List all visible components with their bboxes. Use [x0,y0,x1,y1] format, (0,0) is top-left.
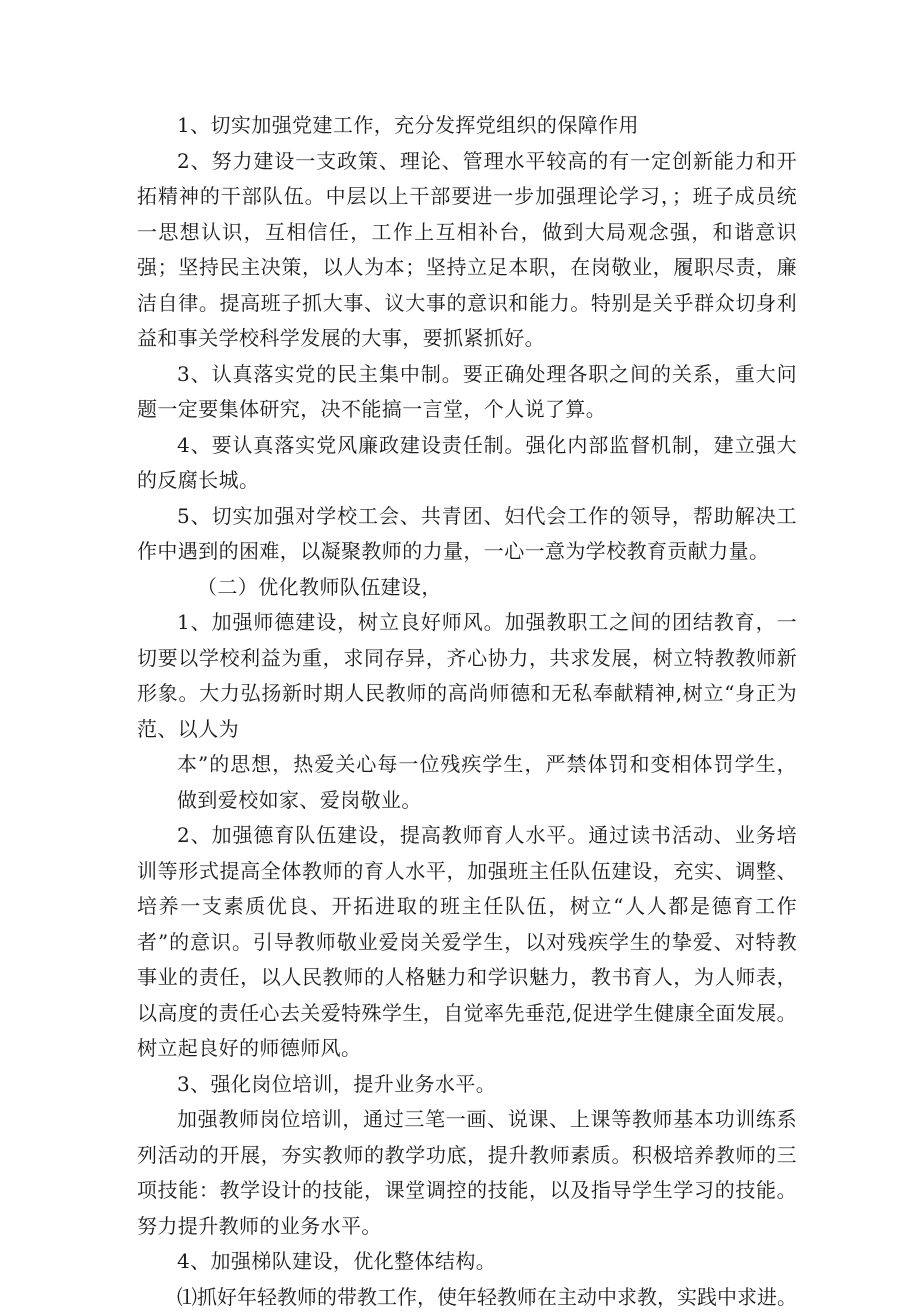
paragraph-post-training-heading: 3、强化岗位培训，提升业务水平。 [137,1067,797,1103]
paragraph-teacher-ethics-continued: 本”的思想，热爱关心每一位残疾学生，严禁体罚和变相体罚学生，做到爱校如家、爱岗敬业。 [137,747,797,818]
paragraph-integrity-responsibility: 4、要认真落实党风廉政建设责任制。强化内部监督机制，建立强大的反腐长城。 [137,428,797,499]
paragraph-teacher-ethics: 1、加强师德建设，树立良好师风。加强教职工之间的团结教育，一切要以学校利益为重，求同存异，齐心协力，共求发展，树立特教教师新形象。大力弘扬新时期人民教师的高尚师德和无私奉献精神,树立“身正为范、以人为 [137,605,797,747]
paragraph-cadre-team: 2、努力建设一支政策、理论、管理水平较高的有一定创新能力和开拓精神的干部队伍。中层以上干部要进一步加强理论学习，；班子成员统一思想认识，互相信任，工作上互相补台，做到大局观念强，和谐意识强；坚持民主决策，以人为本；坚持立足本职，在岗敬业，履职尽责，廉洁自律。提高班子抓大事、议大事的意识和能力。特别是关乎群众切身利益和事关学校科学发展的大事，要抓紧抓好。 [137,144,797,357]
paragraph-union-leadership: 5、切实加强对学校工会、共青团、妇代会工作的领导，帮助解决工作中遇到的困难，以凝聚教师的力量，一心一意为学校教育贡献力量。 [137,499,797,570]
section-heading-teacher-team: （二）优化教师队伍建设， [137,570,797,606]
paragraph-party-building: 1、切实加强党建工作，充分发挥党组织的保障作用 [137,108,797,144]
paragraph-moral-education-team: 2、加强德育队伍建设，提高教师育人水平。通过读书活动、业务培训等形式提高全体教师的育人水平，加强班主任队伍建设，充实、调整、培养一支素质优良、开拓进取的班主任队伍，树立“人人都是德育工作者”的意识。引导教师敬业爱岗关爱学生，以对残疾学生的挚爱、对特教事业的责任，以人民教师的人格魅力和学识魅力，教书育人，为人师表，以高度的责任心去关爱特殊学生，自觉率先垂范,促进学生健康全面发展。树立起良好的师德师风。 [137,818,797,1067]
document-body [137,108,797,1315]
paragraph-post-training: 加强教师岗位培训，通过三笔一画、说课、上课等教师基本功训练系列活动的开展，夯实教师的教学功底，提升教师素质。积极培养教师的三项技能：教学设计的技能，课堂调控的技能，以及指导学生学习的技能。努力提升教师的业务水平。 [137,1102,797,1244]
paragraph-young-teachers: ⑴抓好年轻教师的带教工作，使年轻教师在主动中求教，实践中求进。 [137,1280,797,1315]
paragraph-echelon-heading: 4、加强梯队建设，优化整体结构。 [137,1244,797,1280]
paragraph-democratic-centralism: 3、认真落实党的民主集中制。要正确处理各职之间的关系，重大问题一定要集体研究，决不能搞一言堂，个人说了算。 [137,357,797,428]
